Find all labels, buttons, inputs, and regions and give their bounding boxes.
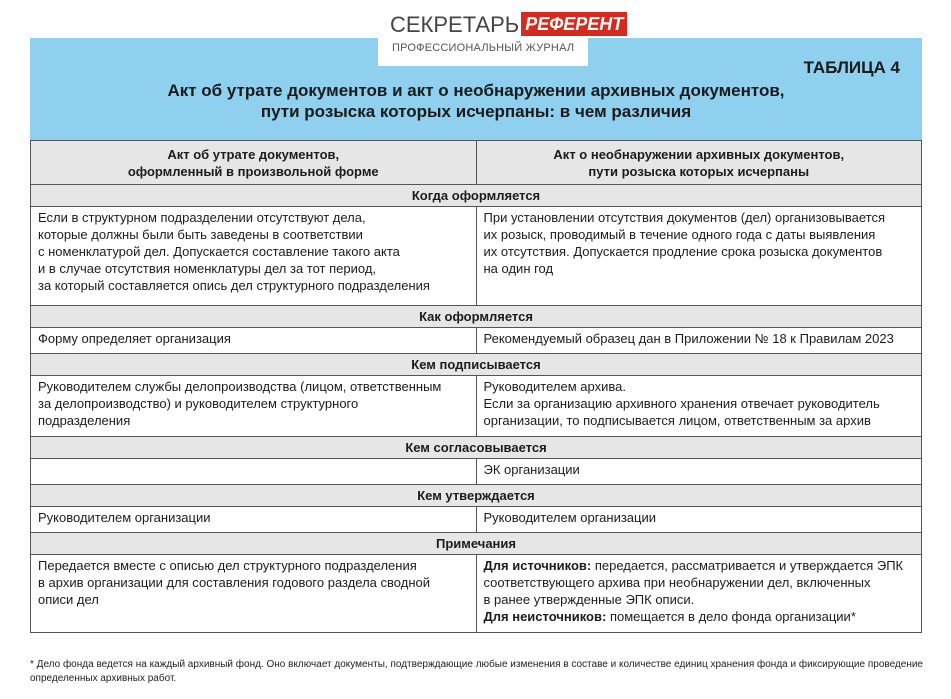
cell-right: Рекомендуемый образец дан в Приложении № 18 к Правилам 2023: [476, 328, 922, 354]
note-text-nonsources: помещается в дело фонда организации*: [606, 609, 856, 624]
footnote: * Дело фонда ведется на каждый архивный фонд. Оно включает документы, подтверждающие любые изменения в составе и количестве единиц хранения фонда и фиксирующие проведение определенных архивных работ.: [30, 659, 923, 684]
section-title: Кем согласовывается: [31, 437, 922, 459]
title-line-1: Акт об утрате документов и акт о необнаружении архивных документов,: [167, 81, 785, 100]
section-title: Кем утверждается: [31, 485, 922, 507]
table-row: [31, 328, 922, 354]
section-row: [31, 306, 922, 328]
section-row: [31, 533, 922, 555]
section-row: [31, 437, 922, 459]
cell-right: Руководителем архива. Если за организацию архивного хранения отвечает руководитель организации, то подписывается лицом, ответственным за архив: [476, 376, 922, 437]
comparison-table: [30, 140, 922, 633]
cell-left: Форму определяет организация: [31, 328, 477, 354]
table-title: [30, 80, 922, 122]
note-label-sources: Для источников:: [483, 558, 592, 573]
logo-wordmark: [390, 12, 627, 38]
cell-left: Передается вместе с описью дел структурного подразделения в архив организации для составления годового раздела сводной описи дел: [31, 555, 477, 633]
title-line-2: пути розыска которых исчерпаны: в чем различия: [260, 102, 692, 121]
cell-right: ЭК организации: [476, 459, 922, 485]
cell-right: Руководителем организации: [476, 507, 922, 533]
section-title: Кем подписывается: [31, 354, 922, 376]
cell-left: Руководителем организации: [31, 507, 477, 533]
cell-left: Если в структурном подразделении отсутствуют дела, которые должны были быть заведены в соответствии с номенклатурой дел. Допускается составление такого акта и в случае отсутствия номенклатуры дел за тот период, за который составляется опись дел структурного подразделения: [31, 207, 477, 306]
table-row: [31, 459, 922, 485]
table-number: ТАБЛИЦА 4: [803, 58, 900, 77]
journal-logo: [378, 8, 624, 66]
note-text-sources: передается, рассматривается и утверждается ЭПК соответствующего архива при необнаружении дел, включенных в ранее утвержденные ЭПК описи.: [483, 558, 904, 607]
logo-brand: СЕКРЕТАРЬ: [390, 12, 520, 37]
section-row: [31, 185, 922, 207]
logo-subtitle: ПРОФЕССИОНАЛЬНЫЙ ЖУРНАЛ: [392, 42, 575, 54]
section-title: Когда оформляется: [31, 185, 922, 207]
cell-right: [476, 555, 922, 633]
section-title: Примечания: [31, 533, 922, 555]
cell-right: При установлении отсутствия документов (дел) организовывается их розыск, проводимый в течение одного года с даты выявления их отсутствия. Допускается продление срока розыска документов на один год: [476, 207, 922, 306]
table-row: [31, 376, 922, 437]
column-header-right: Акт о необнаружении архивных документов, пути розыска которых исчерпаны: [476, 141, 922, 185]
table-row: [31, 507, 922, 533]
note-label-nonsources: Для неисточников:: [483, 609, 607, 624]
column-header-row: [31, 141, 922, 185]
cell-left: Руководителем службы делопроизводства (лицом, ответственным за делопроизводство) и руководителем структурного подразделения: [31, 376, 477, 437]
section-title: Как оформляется: [31, 306, 922, 328]
section-row: [31, 354, 922, 376]
column-header-left: Акт об утрате документов, оформленный в произвольной форме: [31, 141, 477, 185]
section-row: [31, 485, 922, 507]
logo-brand-red: РЕФЕРЕНТ: [521, 12, 627, 36]
table-row: [31, 207, 922, 306]
cell-left: [31, 459, 477, 485]
table-row: [31, 555, 922, 633]
